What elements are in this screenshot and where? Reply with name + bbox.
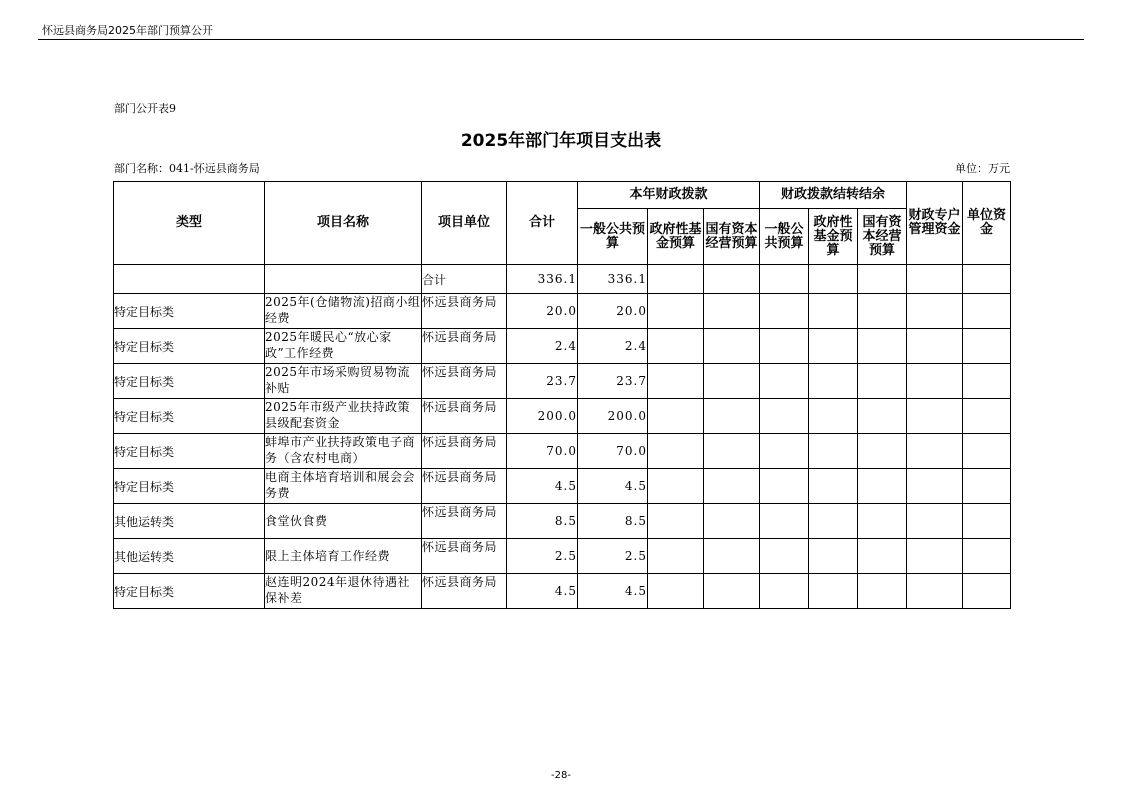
cell-empty [963,265,1011,294]
row-type: 特定目标类 [114,469,265,504]
cell-empty [760,504,809,539]
row-type: 特定目标类 [114,574,265,609]
row-total: 8.5 [507,504,578,539]
cell-empty [760,364,809,399]
row-type: 其他运转类 [114,504,265,539]
header-divider [38,39,1084,40]
cell-empty [704,329,760,364]
cell-empty [648,434,704,469]
table-row [114,434,1011,469]
page-title: 2025年部门年项目支出表 [460,131,662,151]
total-label: 合计 [422,265,507,294]
row-general-budget: 4.5 [578,469,648,504]
table-row [114,574,1011,609]
cell-empty [809,539,858,574]
total-general-budget: 336.1 [578,265,648,294]
cell-empty [704,364,760,399]
cell-empty [809,434,858,469]
row-project-name: 2025年(仓储物流)招商小组经费 [265,294,422,329]
row-project-unit: 怀远县商务局 [422,294,507,329]
cell-empty [963,469,1011,504]
row-type: 特定目标类 [114,329,265,364]
row-total: 23.7 [507,364,578,399]
header-row-1 [114,182,1011,209]
row-project-unit: 怀远县商务局 [422,504,507,539]
col-group-carryover: 财政拨款结转结余 [760,182,907,209]
col-header-gov-fund-budget: 政府性基金预算 [648,209,704,265]
cell-empty [760,434,809,469]
cell-empty [704,574,760,609]
cell-empty [704,399,760,434]
page-number: -28- [551,770,571,781]
total-amount: 336.1 [507,265,578,294]
cell-empty [760,469,809,504]
table-row [114,504,1011,539]
row-total: 4.5 [507,574,578,609]
table-row [114,469,1011,504]
cell-empty [809,364,858,399]
cell-empty [648,399,704,434]
cell-empty [809,329,858,364]
cell-empty [760,294,809,329]
department-label: 部门名称：041-怀远县商务局 [114,162,260,175]
cell-empty [858,469,907,504]
row-general-budget: 2.4 [578,329,648,364]
row-project-unit: 怀远县商务局 [422,364,507,399]
project-rows [114,294,1011,609]
cell-empty [809,469,858,504]
col-group-current-year-appropriation: 本年财政拨款 [578,182,760,209]
row-type: 特定目标类 [114,364,265,399]
row-project-name: 2025年市场采购贸易物流补贴 [265,364,422,399]
table-row [114,329,1011,364]
cell-empty [704,469,760,504]
row-total: 20.0 [507,294,578,329]
cell-empty [907,265,963,294]
cell-empty [760,399,809,434]
cell-empty [760,265,809,294]
cell-empty [963,364,1011,399]
col-header-special-account-funds: 财政专户管理资金 [907,182,963,265]
cell-empty [648,504,704,539]
cell-empty [760,329,809,364]
cell-empty [907,434,963,469]
cell-empty [858,504,907,539]
row-type: 特定目标类 [114,399,265,434]
col-header-carry-state-capital-budget: 国有资本经营预算 [858,209,907,265]
cell-empty [907,574,963,609]
total-row [114,265,1011,294]
row-general-budget: 200.0 [578,399,648,434]
row-general-budget: 23.7 [578,364,648,399]
cell-empty [704,539,760,574]
table-id-label: 部门公开表9 [114,102,176,115]
row-general-budget: 8.5 [578,504,648,539]
row-project-name: 赵连明2024年退休待遇社保补差 [265,574,422,609]
row-project-name: 电商主体培育培训和展会会务费 [265,469,422,504]
cell-empty [963,399,1011,434]
cell-empty [907,469,963,504]
unit-label: 单位：万元 [955,162,1010,175]
row-general-budget: 20.0 [578,294,648,329]
row-project-name: 2025年市级产业扶持政策县级配套资金 [265,399,422,434]
cell-empty [907,364,963,399]
col-header-project-name: 项目名称 [265,182,422,265]
row-project-name: 蚌埠市产业扶持政策电子商务（含农村电商） [265,434,422,469]
cell-empty [114,265,265,294]
cell-empty [648,294,704,329]
row-total: 70.0 [507,434,578,469]
cell-empty [858,364,907,399]
row-total: 200.0 [507,399,578,434]
cell-empty [809,504,858,539]
cell-empty [809,574,858,609]
cell-empty [858,399,907,434]
table-row [114,399,1011,434]
cell-empty [907,294,963,329]
cell-empty [907,539,963,574]
row-total: 2.5 [507,539,578,574]
project-expenditure-table [113,181,1011,609]
cell-empty [809,399,858,434]
row-project-unit: 怀远县商务局 [422,329,507,364]
cell-empty [858,539,907,574]
row-total: 4.5 [507,469,578,504]
col-header-general-budget: 一般公共预算 [578,209,648,265]
cell-empty [760,574,809,609]
cell-empty [704,504,760,539]
cell-empty [963,574,1011,609]
table-row [114,539,1011,574]
table-row [114,294,1011,329]
cell-empty [704,294,760,329]
cell-empty [907,329,963,364]
row-project-unit: 怀远县商务局 [422,469,507,504]
row-project-name: 2025年暖民心“放心家政”工作经费 [265,329,422,364]
row-type: 特定目标类 [114,294,265,329]
row-general-budget: 2.5 [578,539,648,574]
cell-empty [963,329,1011,364]
col-header-carry-gov-fund-budget: 政府性基金预算 [809,209,858,265]
cell-empty [858,329,907,364]
row-type: 其他运转类 [114,539,265,574]
table-row [114,364,1011,399]
row-project-name: 食堂伙食费 [265,504,422,539]
cell-empty [648,364,704,399]
row-general-budget: 4.5 [578,574,648,609]
cell-empty [648,469,704,504]
row-general-budget: 70.0 [578,434,648,469]
cell-empty [648,329,704,364]
cell-empty [648,574,704,609]
cell-empty [809,265,858,294]
row-type: 特定目标类 [114,434,265,469]
cell-empty [858,434,907,469]
row-project-unit: 怀远县商务局 [422,539,507,574]
col-header-carry-general-budget: 一般公共预算 [760,209,809,265]
row-project-unit: 怀远县商务局 [422,574,507,609]
cell-empty [963,504,1011,539]
cell-empty [963,539,1011,574]
row-project-name: 限上主体培育工作经费 [265,539,422,574]
cell-empty [760,539,809,574]
cell-empty [858,574,907,609]
cell-empty [907,504,963,539]
col-header-type: 类型 [114,182,265,265]
cell-empty [858,265,907,294]
cell-empty [963,434,1011,469]
cell-empty [858,294,907,329]
col-header-total: 合计 [507,182,578,265]
cell-empty [265,265,422,294]
row-project-unit: 怀远县商务局 [422,434,507,469]
cell-empty [648,265,704,294]
col-header-project-unit: 项目单位 [422,182,507,265]
cell-empty [907,399,963,434]
cell-empty [704,434,760,469]
row-project-unit: 怀远县商务局 [422,399,507,434]
cell-empty [809,294,858,329]
cell-empty [648,539,704,574]
cell-empty [963,294,1011,329]
col-header-state-capital-budget: 国有资本经营预算 [704,209,760,265]
row-total: 2.4 [507,329,578,364]
col-header-unit-funds: 单位资金 [963,182,1011,265]
document-header-title: 怀远县商务局2025年部门预算公开 [42,24,213,37]
cell-empty [704,265,760,294]
